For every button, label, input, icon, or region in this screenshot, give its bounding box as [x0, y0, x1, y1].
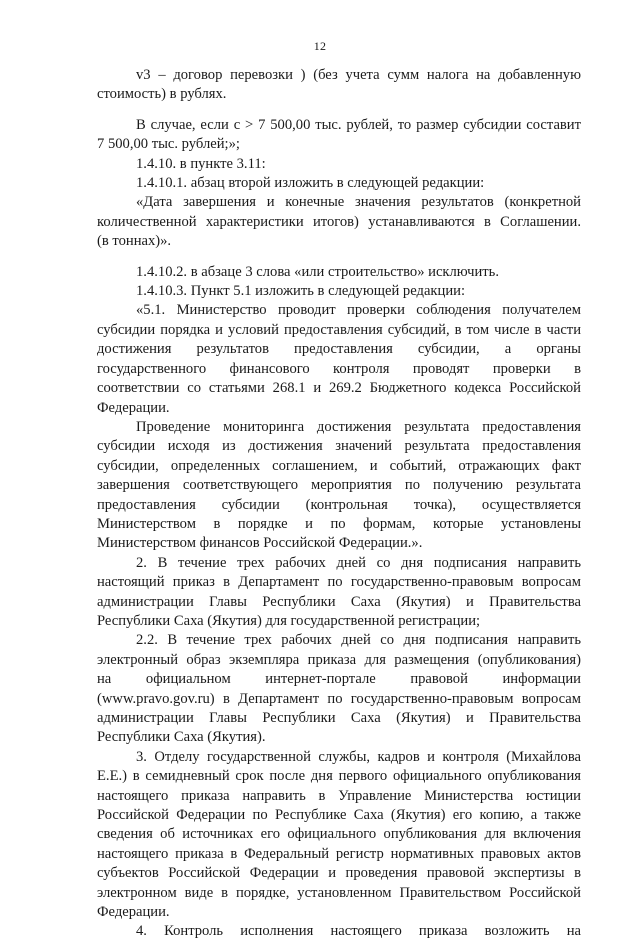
text-line: Федерации.	[97, 904, 170, 921]
text-line: (в тоннах)».	[97, 233, 172, 250]
text-line: субъектов Российской Федерации и проведения правовой экспертизы в	[97, 865, 581, 882]
text-line: Министерством финансов Российской Федерации.».	[97, 535, 423, 552]
text-line: Республики Саха (Якутия) для государственной регистрации;	[97, 612, 481, 629]
text-line: предоставления субсидии (контрольная точка), осуществляется	[97, 496, 581, 513]
text-line: 2. В течение трех рабочих дней со дня подписания направить	[136, 554, 581, 571]
text-line: Российской Федерации по Республике Саха (Якутия) его копию, а также	[97, 807, 581, 824]
text-line: настоящего приказа направить в Управление Министерства юстиции	[97, 787, 581, 804]
text-line: достижения результатов предоставления субсидии, а органы	[97, 341, 581, 358]
text-line: завершения соответствующего мероприятия по получению результата	[97, 477, 581, 494]
text-line: Республики Саха (Якутия).	[97, 729, 266, 746]
text-line: 1.4.10.1. абзац второй изложить в следующей редакции:	[136, 175, 485, 192]
text-line: электронный образ экземпляра приказа для размещения (опубликования)	[97, 651, 581, 668]
text-line: «Дата завершения и конечные значения результатов (конкретной	[136, 194, 581, 211]
paragraph-point-5-1	[97, 301, 581, 417]
paragraph-v3-definition	[97, 66, 581, 105]
paragraph-monitoring	[97, 418, 581, 554]
text-line: 1.4.10.2. в абзаце 3 слова «или строительство» исключить.	[136, 263, 499, 280]
document-body	[97, 66, 581, 942]
paragraph-1-4-10-3	[97, 282, 581, 301]
text-line: Проведение мониторинга достижения результата предоставления	[136, 418, 581, 435]
text-line: Федерации.	[97, 399, 170, 416]
page-number: 12	[313, 39, 327, 53]
text-line: Е.Е.) в семидневный срок после дня первого официального опубликования	[97, 768, 581, 785]
paragraph-1-4-10-1	[97, 174, 581, 193]
text-line: 4. Контроль исполнения настоящего приказа возложить на	[136, 923, 581, 940]
paragraph-item-3	[97, 748, 581, 923]
paragraph-1-4-10	[97, 155, 581, 174]
text-line: (www.pravo.gov.ru) в Департамент по государственно-правовым вопросам	[97, 690, 581, 707]
text-line: электронном виде в порядке, установленном Правительством Российской	[97, 884, 581, 901]
text-line: стоимость) в рублях.	[97, 86, 227, 103]
text-line: настоящего приказа в Федеральный регистр нормативных правовых актов	[97, 845, 581, 862]
text-line: администрации Главы Республики Саха (Якутия) и Правительства	[97, 710, 581, 726]
text-line: настоящий приказ в Департамент по государственно-правовым вопросам	[97, 574, 581, 591]
text-line: субсидии порядка и условий предоставления субсидий, в том числе в части	[97, 321, 581, 338]
text-line: 3. Отделу государственной службы, кадров и контроля (Михайлова	[136, 748, 581, 765]
text-line: «5.1. Министерство проводит проверки соблюдения получателем	[136, 302, 581, 319]
paragraph-date-quote	[97, 193, 581, 251]
paragraph-item-2-2	[97, 631, 581, 747]
paragraph-1-4-10-2	[97, 263, 581, 282]
text-line: Министерством в порядке и по формам, которые установлены	[97, 515, 581, 532]
text-line: количественной характеристики итогов) устанавливаются в Соглашении.	[97, 213, 581, 230]
text-line: государственного финансового контроля проводят проверки в	[97, 360, 581, 377]
paragraph-subsidy-limit	[97, 116, 581, 155]
text-line: В случае, если с > 7 500,00 тыс. рублей, то размер субсидии составит	[136, 116, 581, 133]
text-line: 1.4.10.3. Пункт 5.1 изложить в следующей редакции:	[136, 283, 465, 300]
paragraph-item-4	[97, 922, 581, 941]
text-line: на официальном интернет-портале правовой информации	[97, 671, 581, 688]
text-line: администрации Главы Республики Саха (Якутия) и Правительства	[97, 593, 581, 610]
text-line: v3 – договор перевозки ) (без учета сумм налога на добавленную	[136, 67, 581, 83]
text-line: субсидии исходя из достижения значений результата предоставления	[97, 438, 581, 455]
text-line: 2.2. В течение трех рабочих дней со дня подписания направить	[136, 632, 581, 649]
text-line: 7 500,00 тыс. рублей;»;	[97, 136, 240, 153]
text-line: соответствии со статьями 268.1 и 269.2 Бюджетного кодекса Российской	[97, 380, 581, 397]
text-line: 1.4.10. в пункте 3.11:	[136, 155, 266, 172]
text-line: сведения об источниках его официального опубликования для включения	[97, 826, 581, 843]
text-line: субсидии, определенных соглашением, и событий, отражающих факт	[97, 457, 581, 474]
paragraph-item-2	[97, 554, 581, 632]
